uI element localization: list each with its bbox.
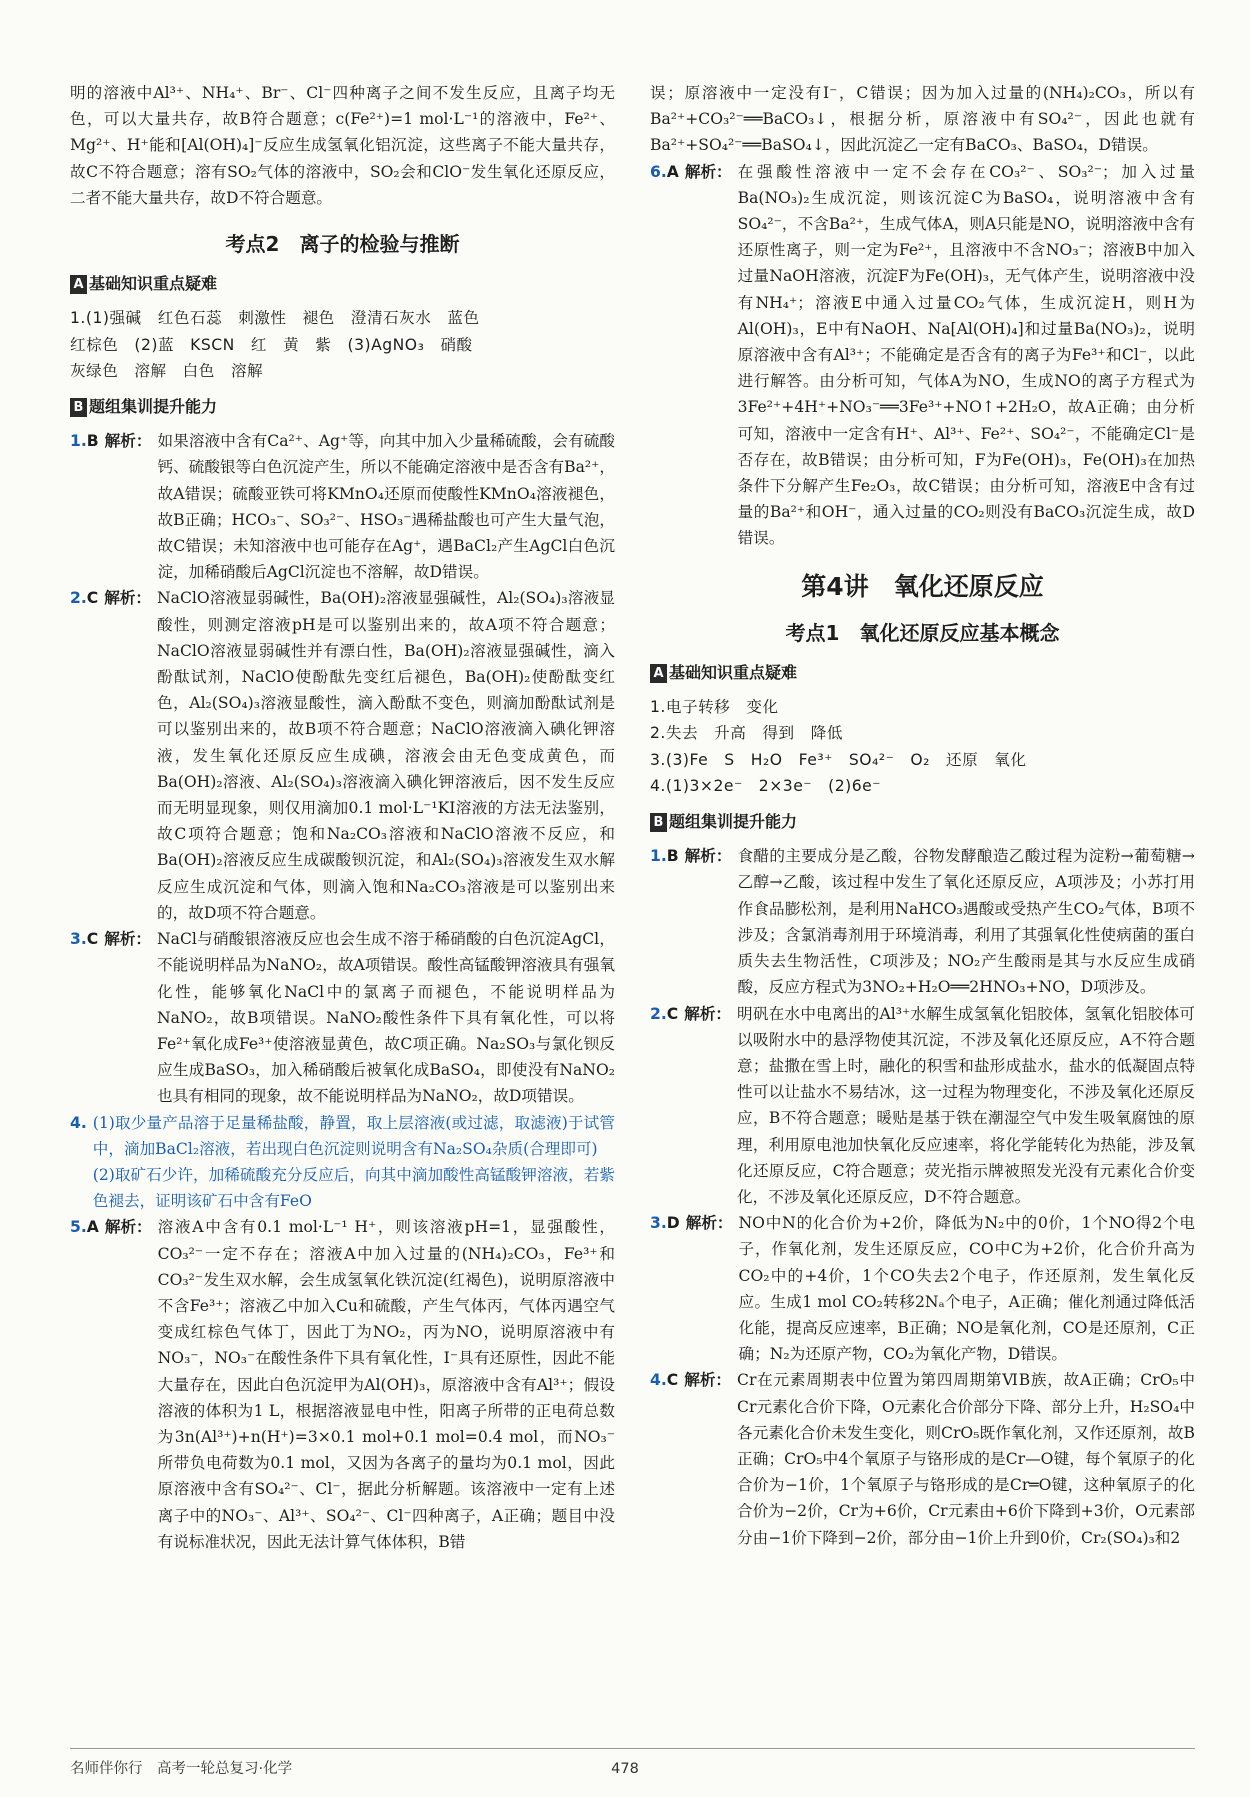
section-a-label: 基础知识重点疑难: [89, 274, 218, 294]
answer-item-1: [70, 428, 615, 585]
answer-explanation: NO中N的化合价为+2价，降低为N₂中的0价，1个NO得2个电子，作氧化剂，发生还原反应，CO中C为+2价，化合价升高为CO₂中的+4价，1个CO失去2个电子，作还原剂，发生氧化反应。生成1 mol CO₂转移2Nₐ个电子，A正确；催化剂通过降低活化能，提高反应速率，B正确；NO是氧化剂，CO是还原剂，C正确；N₂为还原产物，CO₂为氧化产物，D错误。: [738, 1214, 1195, 1364]
answer-explanation: NaClO溶液显弱碱性，Ba(OH)₂溶液显强碱性，Al₂(SO₄)₃溶液显酸性，则测定溶液pH是可以鉴别出来的，故A项不符合题意；NaClO溶液显弱碱性并有漂白性，Ba(OH)₂溶液显强碱性，滴入酚酞试剂，NaClO使酚酞先变红后褪色，Ba(OH)₂使酚酞变红色，Al₂(SO₄)₃溶液显酸性，滴入酚酞不变色，则滴加酚酞试剂是可以鉴别出来的，故B项不符合题意；NaClO溶液滴入碘化钾溶液，发生氧化还原反应生成碘，溶液会由无色变成黄色，而Ba(OH)₂溶液、Al₂(SO₄)₃溶液滴入碘化钾溶液后，因不发生反应而无明显现象，则仅用滴加0.1 mol·L⁻¹KI溶液的方法无法鉴别，故C项符合题意；饱和Na₂CO₃溶液和NaClO溶液不反应，和Ba(OH)₂溶液反应生成碳酸钡沉淀，和Al₂(SO₄)₃溶液发生双水解反应生成沉淀和气体，则滴入饱和Na₂CO₃溶液是可以鉴别出来的，故D项不符合题意。: [157, 589, 615, 922]
basic-answer-line: 1.电子转移 变化: [650, 698, 779, 717]
section-b-header: [650, 809, 1195, 835]
answer-explanation: [93, 1110, 615, 1215]
kaodian-1-title: 考点1 氧化还原反应基本概念: [785, 620, 1060, 645]
answer-explanation: 明矾在水中电离出的Al³⁺水解生成氢氧化铝胶体，氢氧化铝胶体可以吸附水中的悬浮物使其沉淀，不涉及氧化还原反应，A不符合题意；盐撒在雪上时，融化的积雪和盐形成盐水，盐水的低凝固点特性可以让盐水不易结冰，这一过程为物理变化，不涉及氧化还原反应，B不符合题意；暖贴是基于铁在潮湿空气中发生吸氧腐蚀的原理，利用原电池加快氧化反应速率，将化学能转化为热能，涉及氧化还原反应，C符合题意；荧光指示牌被照发光没有元素化合价变化，不涉及氧化还原反应，D不符合题意。: [737, 1004, 1195, 1206]
answer-item-2: [650, 1001, 1195, 1211]
answer-explanation: 在强酸性溶液中一定不会存在CO₃²⁻、SO₃²⁻；加入过量Ba(NO₃)₂生成沉淀，则该沉淀C为BaSO₄，说明溶液中含有SO₄²⁻，不含Ba²⁺，生成气体A，则A只能是NO，说明溶液中含有还原性离子，则一定为Fe²⁺，且溶液中不含NO₃⁻；溶液B中加入过量NaOH溶液，沉淀F为Fe(OH)₃，无气体产生，说明溶液中没有NH₄⁺；溶液E中通入过量CO₂气体，生成沉淀H，则H为Al(OH)₃，E中有NaOH、Na[Al(OH)₄]和过量Ba(NO₃)₂，说明原溶液中含有Al³⁺；不能确定是否含有的离子为Fe³⁺和Cl⁻，以此进行解答。由分析可知，气体A为NO，生成NO的离子方程式为3Fe²⁺+4H⁺+NO₃⁻══3Fe³⁺+NO↑+2H₂O，故A正确；由分析可知，溶液中一定含有H⁺、Al³⁺、Fe²⁺、SO₄²⁻，不能确定Cl⁻是否存在，故B错误；由分析可知，F为Fe(OH)₃，Fe(OH)₃在加热条件下分解产生Fe₂O₃，故C错误；由分析可知，溶液E中含有过量的Ba²⁺和OH⁻，通入过量的CO₂则没有BaCO₃沉淀生成，故D错误。: [737, 162, 1195, 548]
section-a-header: [70, 271, 615, 297]
page-number: 478: [611, 1761, 639, 1777]
answer-label: 3.D 解析：: [650, 1213, 733, 1233]
answer-label: 5.A 解析：: [70, 1217, 152, 1237]
basic-answer-line: 3.(3)Fe S H₂O Fe³⁺ SO₄²⁻ O₂ 还原 氧化: [650, 750, 1027, 769]
lecture-4-title: 第4讲 氧化还原反应: [801, 571, 1044, 601]
footer-divider: [70, 1748, 1195, 1749]
left-column: [70, 80, 615, 1555]
section-a-header: [650, 660, 1195, 686]
basic-answer-line: 2.失去 升高 得到 降低: [650, 724, 843, 743]
section-b-badge: B: [650, 813, 667, 832]
section-a-badge: A: [70, 275, 87, 294]
answer-part-2: (2)取矿石少许，加稀硫酸充分反应后，向其中滴加酸性高锰酸钾溶液，若紫色褪去，证明该矿石中含有FeO: [92, 1165, 615, 1211]
section-a-label: 基础知识重点疑难: [669, 663, 798, 683]
answer-item-1: [650, 843, 1195, 1000]
answer-item-3: [650, 1210, 1195, 1367]
answer-label: 4.: [70, 1113, 87, 1132]
section-b-badge: B: [70, 398, 87, 417]
answer-item-2: [70, 585, 615, 926]
kaodian-2-title: 考点2 离子的检验与推断: [225, 232, 460, 257]
section-a-badge: A: [650, 664, 667, 683]
basic-answer-line: 1.(1)强碱 红色石蕊 刺激性 褪色 澄清石灰水 蓝色: [70, 309, 480, 328]
basic-answer-line: 4.(1)3×2e⁻ 2×3e⁻ (2)6e⁻: [650, 776, 881, 795]
section-b-label: 题组集训提升能力: [89, 397, 218, 417]
right-column: [650, 80, 1195, 1551]
answer-explanation: 如果溶液中含有Ca²⁺、Ag⁺等，向其中加入少量稀硫酸，会有硫酸钙、硫酸银等白色沉淀产生，所以不能确定溶液中是否含有Ba²⁺，故A错误；硫酸亚铁可将KMnO₄还原而使酸性KMnO₄溶液褪色，故B正确；HCO₃⁻、SO₃²⁻、HSO₃⁻遇稀盐酸也可产生大量气泡，故C错误；未知溶液中也可能存在Ag⁺，遇BaCl₂产生AgCl白色沉淀，加稀硝酸后AgCl沉淀也不溶解，故D错误。: [157, 432, 615, 582]
answer-explanation: 溶液A中含有0.1 mol·L⁻¹ H⁺，则该溶液pH=1，显强酸性，CO₃²⁻一定不存在；溶液A中加入过量的(NH₄)₂CO₃，Fe³⁺和CO₃²⁻发生双水解，会生成氢氧化铁沉淀(红褐色)，说明原溶液中不含Fe³⁺；溶液乙中加入Cu和硫酸，产生气体丙，气体丙遇空气变成红棕色气体丁，因此丁为NO₂，丙为NO，说明原溶液中有NO₃⁻，NO₃⁻在酸性条件下具有氧化性，I⁻具有还原性，因此不能大量存在，因此白色沉淀甲为Al(OH)₃，原溶液中含有Al³⁺；假设溶液的体积为1 L，根据溶液显电中性，阳离子所带的正电荷总数为3n(Al³⁺)+n(H⁺)=3×0.1 mol+0.1 mol=0.4 mol，而NO₃⁻所带负电荷数为0.1 mol，又因为各离子的量均为0.1 mol，因此原溶液中含有SO₄²⁻、Cl⁻，据此分析解题。该溶液中一定有上述离子中的NO₃⁻、Al³⁺、SO₄²⁻、Cl⁻四种离子，A正确；题目中没有说标准状况，因此无法计算气体体积，B错: [157, 1218, 615, 1551]
answer-label: 1.B 解析：: [650, 846, 732, 866]
answer-explanation: NaCl与硝酸银溶液反应也会生成不溶于稀硝酸的白色沉淀AgCl，不能说明样品为NaNO₂，故A项错误。酸性高锰酸钾溶液具有强氧化性，能够氧化NaCl中的氯离子而褪色，不能说明样品为NaNO₂，故B项错误。NaNO₂酸性条件下具有氧化性，可以将Fe²⁺氧化成Fe³⁺使溶液显黄色，故C项正确。Na₂SO₃与氯化钡反应生成BaSO₃，加入稀硝酸后被氧化成BaSO₄，即使没有NaNO₂也具有相同的现象，故不能说明样品为NaNO₂，故D项错误。: [157, 930, 615, 1106]
answer-item-4: [70, 1110, 615, 1215]
answer-explanation: Cr在元素周期表中位置为第四周期第ⅥB族，故A正确；CrO₅中Cr元素化合价下降，O元素化合价部分下降、部分上升，H₂SO₄中各元素化合价未发生变化，则CrO₅既作氧化剂，又作还原剂，故B正确；CrO₅中4个氧原子与铬形成的是Cr—O键，每个氧原子的化合价为−1价，1个氧原子与铬形成的是Cr═O键，这种氧原子的化合价为−2价，Cr为+6价，Cr元素由+6价下降到+3价，O元素部分由−1价下降到−2价，部分由−1价上升到0价，Cr₂(SO₄)₃和2: [737, 1371, 1195, 1547]
answer-label: 2.C 解析：: [650, 1003, 732, 1023]
section-b-label: 题组集训提升能力: [669, 812, 798, 832]
answer-label: 4.C 解析：: [650, 1370, 732, 1390]
answer-item-3: [70, 926, 615, 1109]
basic-answer-line: 红棕色 (2)蓝 KSCN 红 黄 紫 (3)AgNO₃ 硝酸: [70, 335, 473, 354]
page-footer: [0, 1756, 1250, 1782]
section-b-header: [70, 394, 615, 420]
answer-label: 3.C 解析：: [70, 929, 152, 949]
left-intro-paragraph: 明的溶液中Al³⁺、NH₄⁺、Br⁻、Cl⁻四种离子之间不发生反应，且离子均无色，可以大量共存，故B符合题意；c(Fe²⁺)=1 mol·L⁻¹的溶液中，Fe²⁺、Mg²⁺、H⁺能和[Al(OH)₄]⁻反应生成氢氧化铝沉淀，这些离子不能大量共存，故C不符合题意；溶有SO₂气体的溶液中，SO₂会和ClO⁻发生氧化还原反应，二者不能大量共存，故D不符合题意。: [70, 84, 615, 207]
answer-item-5: [70, 1214, 615, 1555]
book-title: 名师伴你行 高考一轮总复习·化学: [70, 1761, 293, 1777]
answer-item-4: [650, 1367, 1195, 1550]
right-continuation-paragraph: 误；原溶液中一定没有I⁻，C错误；因为加入过量的(NH₄)₂CO₃，所以有Ba²⁺+CO₃²⁻══BaCO₃↓，根据分析，原溶液中有SO₄²⁻，因此也就有Ba²⁺+SO₄²⁻══BaSO₄↓，因此沉淀乙一定有BaCO₃、BaSO₄，D错误。: [650, 84, 1195, 155]
answer-explanation: 食醋的主要成分是乙酸，谷物发酵酿造乙酸过程为淀粉→葡萄糖→乙醇→乙酸，该过程中发生了氧化还原反应，A项涉及；小苏打用作食品膨松剂，是利用NaHCO₃遇酸或受热产生CO₂气体，B项不涉及；含氯消毒剂用于环境消毒，利用了其强氧化性使病菌的蛋白质失去生物活性，C项涉及；NO₂产生酸雨是其与水反应生成硝酸，反应方程式为3NO₂+H₂O══2HNO₃+NO，D项涉及。: [737, 847, 1195, 997]
answer-part-1: (1)取少量产品溶于足量稀盐酸，静置，取上层溶液(或过滤，取滤液)于试管中，滴加BaCl₂溶液，若出现白色沉淀则说明含有Na₂SO₄杂质(合理即可): [92, 1113, 615, 1158]
basic-answer-line: 灰绿色 溶解 白色 溶解: [70, 361, 264, 380]
answer-label: 2.C 解析：: [70, 588, 152, 608]
answer-item-6: [650, 159, 1195, 552]
answer-label: 6.A 解析：: [650, 161, 732, 181]
answer-label: 1.B 解析：: [70, 431, 152, 451]
